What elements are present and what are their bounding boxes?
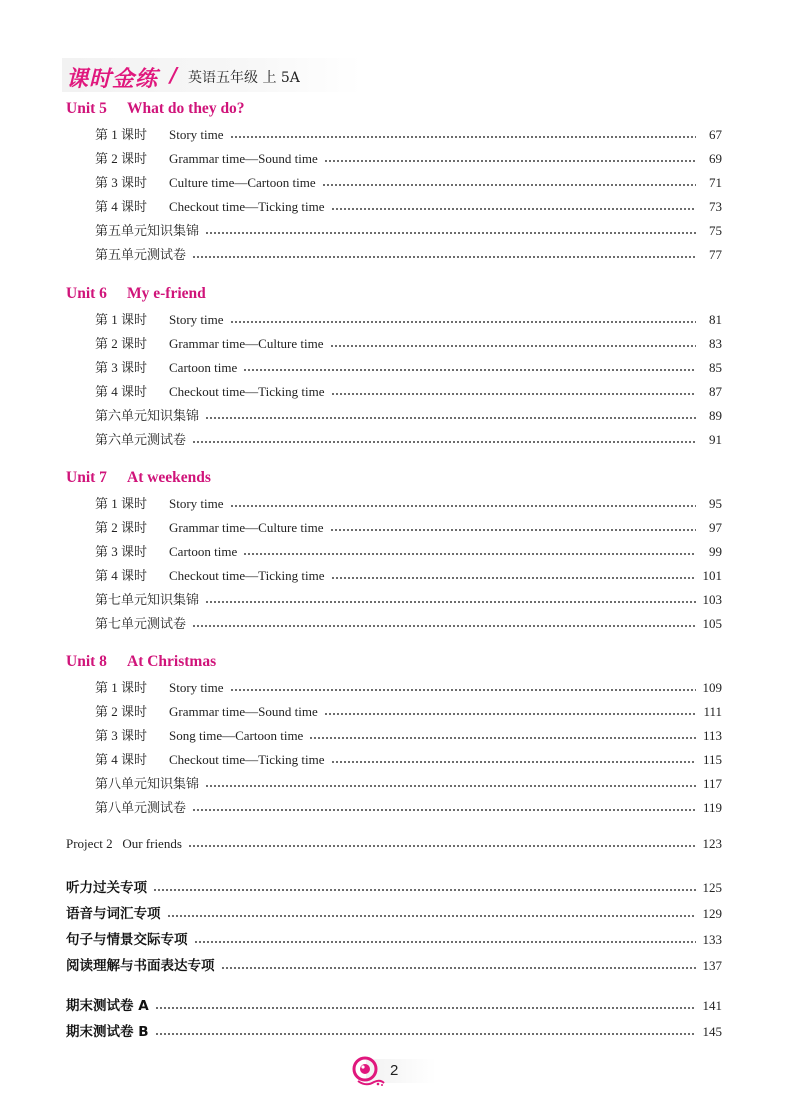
entry-title: Checkout time—Ticking time	[169, 752, 325, 767]
page-number: 119	[702, 800, 722, 815]
page-number: 95	[709, 496, 722, 511]
toc-entry[interactable]	[95, 357, 722, 377]
lesson-label: 第 2 课时	[95, 520, 148, 535]
entry-title: Checkout time—Ticking time	[169, 568, 325, 583]
leader-dots	[155, 1026, 697, 1036]
page-number: 71	[709, 175, 722, 190]
leader-dots	[330, 522, 696, 532]
page-number: 73	[709, 199, 722, 214]
entry-title: Grammar time—Sound time	[169, 704, 318, 719]
entry-title: 句子与情景交际专项	[66, 932, 188, 948]
page-number: 97	[709, 520, 722, 535]
toc-entry[interactable]	[95, 725, 722, 745]
leader-dots	[322, 177, 696, 187]
entry-title: Checkout time—Ticking time	[169, 384, 325, 399]
book-subtitle: 英语五年级 上 5A	[188, 70, 300, 86]
entry-title: Grammar time—Culture time	[169, 336, 324, 351]
leader-dots	[221, 960, 697, 970]
leader-dots	[331, 386, 696, 396]
page-header	[62, 58, 362, 92]
toc-entry[interactable]	[95, 749, 722, 769]
entry-title: Story time	[169, 312, 224, 327]
entry-title: 期末测试卷 A	[66, 998, 149, 1014]
toc-entry[interactable]	[95, 172, 722, 192]
lesson-label: 第 4 课时	[95, 384, 148, 399]
page-number: 145	[702, 1024, 722, 1039]
leader-dots	[153, 882, 696, 892]
lesson-label: 第 1 课时	[95, 127, 148, 142]
leader-dots	[192, 618, 696, 628]
brand-slash: /	[170, 63, 178, 87]
toc-entry[interactable]	[95, 309, 722, 329]
entry-title: Story time	[169, 127, 224, 142]
mascot-logo-icon	[350, 1055, 390, 1087]
page-number: 99	[709, 544, 722, 559]
lesson-label: 第 3 课时	[95, 728, 148, 743]
page-number: 87	[709, 384, 722, 399]
leader-dots	[188, 838, 696, 848]
page-number: 91	[709, 432, 722, 447]
toc-entry[interactable]	[95, 517, 722, 537]
lesson-label: 第 4 课时	[95, 199, 148, 214]
page-number: 89	[709, 408, 722, 423]
toc-entry[interactable]	[95, 677, 722, 697]
page-number: 141	[702, 998, 722, 1013]
leader-dots	[230, 314, 696, 324]
toc-entry-special[interactable]	[66, 954, 722, 974]
lesson-label: 第 1 课时	[95, 312, 148, 327]
unit-name: What do they do?	[127, 100, 245, 117]
unit-heading[interactable]	[66, 285, 206, 303]
page-number: 101	[702, 568, 722, 583]
leader-dots	[230, 682, 696, 692]
lesson-label: 第 4 课时	[95, 752, 148, 767]
toc-entry[interactable]	[95, 333, 722, 353]
leader-dots	[205, 594, 696, 604]
entry-title: Cartoon time	[169, 360, 238, 375]
leader-dots	[331, 754, 696, 764]
leader-dots	[205, 778, 696, 788]
leader-dots	[230, 498, 696, 508]
entry-title: Culture time—Cartoon time	[169, 175, 316, 190]
unit-number: Unit 5	[66, 100, 107, 117]
page-number: 133	[702, 932, 722, 947]
unit-heading[interactable]	[66, 100, 245, 118]
page-number: 125	[702, 880, 722, 895]
page-number: 129	[702, 906, 722, 921]
page-number: 115	[702, 752, 722, 767]
toc-entry[interactable]	[95, 429, 722, 449]
toc-entry-special[interactable]	[66, 876, 722, 896]
toc-entry[interactable]	[95, 220, 722, 240]
lesson-label: 第 2 课时	[95, 336, 148, 351]
brand-logo-text: 课时金练	[66, 67, 159, 92]
entry-title: 第六单元知识集锦	[95, 408, 200, 423]
toc-entry[interactable]	[95, 541, 722, 561]
unit-heading[interactable]	[66, 469, 211, 487]
entry-title: Project 2 Our friends	[66, 836, 182, 851]
leader-dots	[309, 730, 696, 740]
page-number: 117	[702, 776, 722, 791]
lesson-label: 第 2 课时	[95, 704, 148, 719]
unit-heading[interactable]	[66, 653, 216, 671]
entry-title: 听力过关专项	[66, 880, 147, 896]
lesson-label: 第 3 课时	[95, 360, 148, 375]
page-number: 137	[702, 958, 722, 973]
entry-title: 第八单元知识集锦	[95, 776, 200, 791]
leader-dots	[205, 410, 696, 420]
entry-title: Checkout time—Ticking time	[169, 199, 325, 214]
leader-dots	[324, 153, 696, 163]
entry-title: 第八单元测试卷	[95, 800, 187, 815]
toc-entry[interactable]	[95, 589, 722, 609]
leader-dots	[243, 362, 696, 372]
page-number: 81	[709, 312, 722, 327]
leader-dots	[330, 338, 696, 348]
page-number: 69	[709, 151, 722, 166]
leader-dots	[192, 434, 696, 444]
page-number: 105	[702, 616, 722, 631]
unit-number: Unit 6	[66, 285, 107, 302]
leader-dots	[331, 570, 696, 580]
entry-title: 期末测试卷 B	[66, 1024, 149, 1040]
entry-title: 阅读理解与书面表达专项	[66, 958, 215, 974]
toc-entry[interactable]	[95, 613, 722, 633]
toc-entry[interactable]	[95, 493, 722, 513]
entry-title: Song time—Cartoon time	[169, 728, 304, 743]
toc-entry[interactable]	[95, 773, 722, 793]
unit-number: Unit 8	[66, 653, 107, 670]
entry-title: Grammar time—Sound time	[169, 151, 318, 166]
entry-title: Story time	[169, 680, 224, 695]
leader-dots	[324, 706, 696, 716]
page-number: 67	[709, 127, 722, 142]
entry-title: 第五单元知识集锦	[95, 223, 200, 238]
page-number: 111	[703, 704, 722, 719]
lesson-label: 第 1 课时	[95, 496, 148, 511]
toc-entry[interactable]	[95, 405, 722, 425]
toc-entry[interactable]	[95, 381, 722, 401]
lesson-label: 第 1 课时	[95, 680, 148, 695]
leader-dots	[205, 225, 696, 235]
page-number: 113	[702, 728, 722, 743]
toc-entry-exam[interactable]	[66, 1020, 722, 1040]
unit-name: At weekends	[127, 469, 211, 486]
leader-dots	[194, 934, 697, 944]
page-number: 85	[709, 360, 722, 375]
lesson-label: 第 3 课时	[95, 544, 148, 559]
page-number: 77	[709, 247, 722, 262]
toc-entry[interactable]	[95, 196, 722, 216]
page-number: 103	[702, 592, 722, 607]
toc-entry[interactable]	[95, 244, 722, 264]
entry-title: Cartoon time	[169, 544, 238, 559]
toc-entry-special[interactable]	[66, 928, 722, 948]
footer-page-number: 2	[390, 1062, 399, 1079]
leader-dots	[243, 546, 696, 556]
toc-entry-project[interactable]	[66, 836, 722, 856]
leader-dots	[192, 802, 696, 812]
unit-name: My e-friend	[127, 285, 206, 302]
leader-dots	[192, 249, 696, 259]
unit-number: Unit 7	[66, 469, 107, 486]
page-number: 109	[702, 680, 722, 695]
toc-entry-special[interactable]	[66, 902, 722, 922]
page-number: 75	[709, 223, 722, 238]
leader-dots	[331, 201, 696, 211]
lesson-label: 第 2 课时	[95, 151, 148, 166]
entry-title: 第七单元知识集锦	[95, 592, 200, 607]
page-footer	[350, 1055, 440, 1087]
entry-title: Story time	[169, 496, 224, 511]
toc-entry[interactable]	[95, 124, 722, 144]
lesson-label: 第 4 课时	[95, 568, 148, 583]
leader-dots	[167, 908, 697, 918]
leader-dots	[230, 129, 696, 139]
entry-title: 第六单元测试卷	[95, 432, 187, 447]
page-number: 123	[702, 836, 722, 851]
lesson-label: 第 3 课时	[95, 175, 148, 190]
entry-title: Grammar time—Culture time	[169, 520, 324, 535]
entry-title: 语音与词汇专项	[66, 906, 161, 922]
toc-entry[interactable]	[95, 565, 722, 585]
entry-title: 第五单元测试卷	[95, 247, 187, 262]
entry-title: 第七单元测试卷	[95, 616, 187, 631]
toc-entry[interactable]	[95, 797, 722, 817]
toc-entry[interactable]	[95, 701, 722, 721]
unit-name: At Christmas	[127, 653, 217, 670]
leader-dots	[155, 1000, 696, 1010]
toc-entry-exam[interactable]	[66, 994, 722, 1014]
page-number: 83	[709, 336, 722, 351]
toc-entry[interactable]	[95, 148, 722, 168]
